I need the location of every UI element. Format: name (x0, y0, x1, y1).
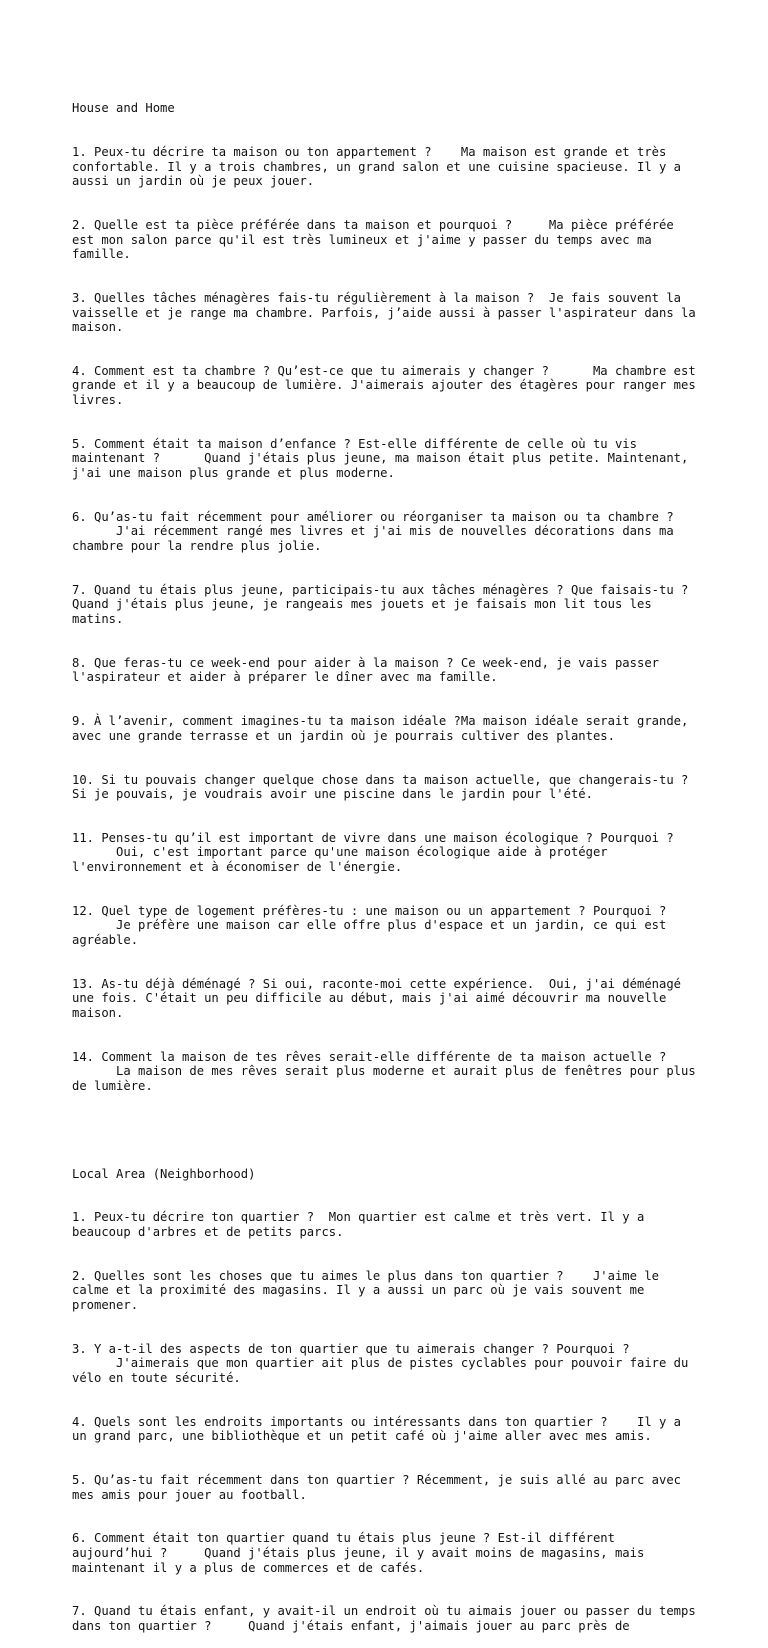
section-heading-local-area: Local Area (Neighborhood) (72, 1166, 256, 1181)
qa-item: 8. Que feras-tu ce week-end pour aider à la maison ? Ce week-end, je vais passer l'aspirateur et aider à préparer le dîner avec ma famille. (72, 655, 667, 685)
qa-item: 11. Penses-tu qu’il est important de vivre dans une maison écologique ? Pourquoi ? Oui, c'est important parce qu'une maison écologique aide à protéger l'environnement et à économiser de l'énergie. (72, 830, 674, 875)
qa-item: 5. Comment était ta maison d’enfance ? Est-elle différente de celle où tu vis maintenant ? Quand j'étais plus jeune, ma maison était plus petite. Maintenant, j'ai une maison plus grande et plus moderne. (72, 436, 696, 481)
qa-item: 12. Quel type de logement préfères-tu : une maison ou un appartement ? Pourquoi ? Je préfère une maison car elle offre plus d'espace et un jardin, ce qui est agréable. (72, 903, 667, 948)
qa-item: 7. Quand tu étais enfant, y avait-il un endroit où tu aimais jouer ou passer du temps dans ton quartier ? Quand j'étais enfant, j'aimais jouer au parc près de (72, 1604, 704, 1633)
section-heading-house: House and Home (72, 101, 175, 116)
qa-item: 6. Qu’as-tu fait récemment pour améliorer ou réorganiser ta maison ou ta chambre ? J'ai récemment rangé mes livres et j'ai mis de nouvelles décorations dans ma chambre pour la rendre plus jolie. (72, 509, 674, 553)
blank-line (72, 1123, 702, 1138)
qa-item: 14. Comment la maison de tes rêves serait-elle différente de ta maison actuelle ? La maison de mes rêves serait plus moderne et aurait plus de fenêtres pour plus de lumière. (72, 1049, 696, 1093)
qa-item: 4. Quels sont les endroits importants ou intéressants dans ton quartier ? Il y a un grand parc, une bibliothèque et un petit café où j'aime aller avec mes amis. (72, 1414, 689, 1444)
qa-item: 1. Peux-tu décrire ton quartier ? Mon quartier est calme et très vert. Il y a beaucoup d'arbres et de petits parcs. (72, 1210, 652, 1239)
qa-item: 2. Quelle est ta pièce préférée dans ta maison et pourquoi ? Ma pièce préférée est mon salon parce qu'il est très lumineux et j'aime y passer du temps avec ma famille. (72, 217, 682, 262)
document-page (72, 72, 702, 1648)
qa-item: 2. Quelles sont les choses que tu aimes le plus dans ton quartier ? J'aime le calme et la proximité des magasins. Il y a aussi un parc où je vais souvent me promener. (72, 1268, 667, 1312)
qa-item: 6. Comment était ton quartier quand tu étais plus jeune ? Est-il différent aujourd’hui ? Quand j'étais plus jeune, il y avait moins de magasins, mais maintenant il y a plus de commerces et de cafés. (72, 1531, 652, 1575)
qa-item: 3. Y a-t-il des aspects de ton quartier que tu aimerais changer ? Pourquoi ? J'aimerais que mon quartier ait plus de pistes cyclables pour pouvoir faire du vélo en toute sécurité. (72, 1341, 689, 1385)
qa-item: 9. À l’avenir, comment imagines-tu ta maison idéale ?Ma maison idéale serait grande, avec une grande terrasse et un jardin où je pourrais cultiver des plantes. (72, 714, 696, 743)
qa-item: 10. Si tu pouvais changer quelque chose dans ta maison actuelle, que changerais-tu ? Si je pouvais, je voudrais avoir une piscine dans le jardin pour l'été. (72, 772, 704, 802)
qa-item: 1. Peux-tu décrire ta maison ou ton appartement ? Ma maison est grande et très confortable. Il y a trois chambres, un grand salon et une cuisine spacieuse. Il y a aussi un jardin où je peux jouer. (72, 144, 689, 189)
qa-item: 7. Quand tu étais plus jeune, participais-tu aux tâches ménagères ? Que faisais-tu ? Quand j'étais plus jeune, je rangeais mes jouets et je faisais mon lit tous les matins. (72, 582, 704, 626)
qa-item: 3. Quelles tâches ménagères fais-tu régulièrement à la maison ? Je fais souvent la vaisselle et je range ma chambre. Parfois, j’aide aussi à passer l'aspirateur dans la maison. (72, 290, 704, 335)
qa-item: 5. Qu’as-tu fait récemment dans ton quartier ? Récemment, je suis allé au parc avec mes amis pour jouer au football. (72, 1473, 689, 1502)
qa-item: 4. Comment est ta chambre ? Qu’est-ce que tu aimerais y changer ? Ma chambre est grande et il y a beaucoup de lumière. J'aimerais ajouter des étagères pour ranger mes livres. (72, 363, 704, 408)
qa-item: 13. As-tu déjà déménagé ? Si oui, raconte-moi cette expérience. Oui, j'ai déménagé une fois. C'était un peu difficile au début, mais j'ai aimé découvrir ma nouvelle maison. (72, 976, 689, 1020)
